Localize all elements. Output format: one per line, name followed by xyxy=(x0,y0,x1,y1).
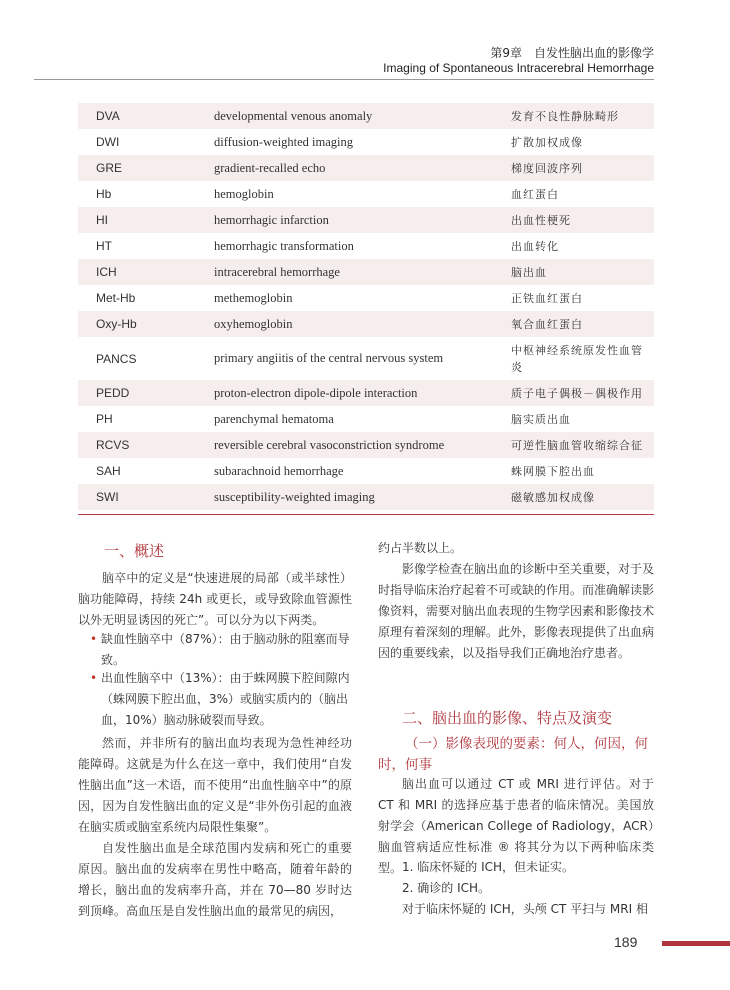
bullet-text: 缺血性脑卒中（87%）：由于脑动脉的阻塞而导致。 xyxy=(101,632,350,667)
chinese-term-cell: 氧合血红蛋白 xyxy=(493,311,654,337)
chinese-term-cell: 可逆性脑血管收缩综合征 xyxy=(493,432,654,458)
english-term-cell: susceptibility-weighted imaging xyxy=(196,484,493,510)
abbreviation-cell: SWI xyxy=(78,484,196,510)
abbreviation-cell: HI xyxy=(78,207,196,233)
table-row xyxy=(78,406,654,432)
english-term-cell: hemorrhagic transformation xyxy=(214,238,354,253)
abbreviation-cell: Oxy-Hb xyxy=(78,311,196,337)
abbreviation-cell: SAH xyxy=(96,464,121,478)
list-item: 2. 确诊的 ICH。 xyxy=(402,881,491,895)
chinese-term-cell: 扩散加权成像 xyxy=(511,135,583,149)
paragraph: 对于临床怀疑的 ICH，头颅 CT 平扫与 MRI 相 xyxy=(402,902,648,916)
table-bottom-rule xyxy=(78,514,654,515)
chinese-term-cell: 质子电子偶极－偶极作用 xyxy=(493,380,654,406)
chinese-term-cell: 中枢神经系统原发性血管炎 xyxy=(511,343,643,374)
chinese-term-cell: 血红蛋白 xyxy=(511,187,559,201)
page-number: 189 xyxy=(614,934,638,950)
section-title-overview: 一、概述 xyxy=(104,542,165,560)
abbreviation-cell: GRE xyxy=(78,155,196,181)
english-term-cell: primary angiitis of the central nervous system xyxy=(214,351,444,365)
english-term-cell: hemorrhagic infarction xyxy=(196,207,493,233)
abbreviation-cell: HT xyxy=(96,239,112,253)
table-row xyxy=(78,103,654,129)
table-row xyxy=(78,380,654,406)
table-row xyxy=(78,155,654,181)
chapter-title-en: Imaging of Spontaneous Intracerebral Hemorrhage xyxy=(383,61,654,75)
footer-accent-bar xyxy=(662,941,730,946)
table-row xyxy=(78,285,654,311)
chinese-term-cell: 梯度回波序列 xyxy=(493,155,654,181)
chinese-term-cell: 磁敏感加权成像 xyxy=(493,484,654,510)
english-term-cell: developmental venous anomaly xyxy=(196,103,493,129)
english-term-cell: reversible cerebral vasoconstriction syndrome xyxy=(196,432,493,458)
table-row xyxy=(78,432,654,458)
header-rule xyxy=(34,79,654,80)
english-term-cell: proton-electron dipole-dipole interaction xyxy=(196,380,493,406)
list-item xyxy=(90,629,352,671)
english-term-cell: diffusion-weighted imaging xyxy=(214,134,353,149)
english-term-cell: intracerebral hemorrhage xyxy=(196,259,493,285)
bullet-text: 出血性脑卒中（13%）：由于蛛网膜下腔间隙内（蛛网膜下腔出血，3%）或脑实质内的（脑出血，10%）脑动脉破裂而导致。 xyxy=(101,671,350,727)
english-term-cell: methemoglobin xyxy=(214,290,293,305)
chinese-term-cell: 蛛网膜下腔出血 xyxy=(511,464,595,478)
table-row xyxy=(78,181,654,207)
abbreviation-table xyxy=(78,103,654,510)
abbreviation-cell: ICH xyxy=(78,259,196,285)
table-row xyxy=(78,259,654,285)
abbreviation-cell: DVA xyxy=(78,103,196,129)
list-item xyxy=(90,668,352,731)
abbreviation-cell: PEDD xyxy=(78,380,196,406)
table-row xyxy=(78,129,654,155)
chinese-term-cell: 脑出血 xyxy=(493,259,654,285)
abbreviation-cell: PH xyxy=(96,412,113,426)
chapter-title-cn: 第9章 自发性脑出血的影像学 xyxy=(490,46,654,60)
english-term-cell: parenchymal hematoma xyxy=(214,411,334,426)
table-row xyxy=(78,484,654,510)
subsection-title: （一）影像表现的要素：何人，何因，何时，何事 xyxy=(378,736,648,773)
paragraph: 脑卒中的定义是“快速进展的局部（或半球性）脑功能障碍，持续 24h 或更长，或导致除血管源性以外无明显诱因的死亡”。可以分为以下两类。 xyxy=(78,571,352,627)
table-row xyxy=(78,337,654,380)
table-row xyxy=(78,311,654,337)
english-term-cell: subarachnoid hemorrhage xyxy=(214,463,344,478)
paragraph: 脑出血可以通过 CT 或 MRI 进行评估。对于 CT 和 MRI 的选择应基于患者的临床情况。美国放射学会（American College of Radiology，ACR）脑血管病适应性标准 ® 将其分为以下两种临床类型。 xyxy=(378,777,654,875)
bullet-icon: • xyxy=(90,632,98,646)
english-term-cell: gradient-recalled echo xyxy=(196,155,493,181)
chinese-term-cell: 发育不良性静脉畸形 xyxy=(493,103,654,129)
abbreviation-cell: Hb xyxy=(96,187,112,201)
section-title-imaging: 二、脑出血的影像、特点及演变 xyxy=(402,709,613,727)
chinese-term-cell: 脑实质出血 xyxy=(511,412,571,426)
table-row xyxy=(78,458,654,484)
chinese-term-cell: 出血转化 xyxy=(511,239,559,253)
list-item: 1. 临床怀疑的 ICH，但未证实。 xyxy=(402,860,575,874)
paragraph: 然而，并非所有的脑出血均表现为急性神经功能障碍。这就是为什么在这一章中，我们使用“自发性脑出血”这一术语，而不使用“出血性脑卒中”的原因，因为自发性脑出血的定义是“非外伤引起的血液在脑实质或脑室系统内局限性集聚”。 xyxy=(78,736,352,834)
english-term-cell: hemoglobin xyxy=(214,186,274,201)
abbreviation-cell: PANCS xyxy=(96,351,137,366)
bullet-icon: • xyxy=(90,671,98,685)
abbreviation-cell: RCVS xyxy=(78,432,196,458)
english-term-cell: oxyhemoglobin xyxy=(196,311,493,337)
abbreviation-cell: Met-Hb xyxy=(96,291,136,305)
paragraph: 影像学检查在脑出血的诊断中至关重要，对于及时指导临床治疗起着不可或缺的作用。而准确解读影像资料，需要对脑出血表现的生物学因素和影像技术原理有着深刻的理解。此外，影像表现提供了出血病因的重要线索，以及指导我们正确地治疗患者。 xyxy=(378,562,655,660)
chinese-term-cell: 出血性梗死 xyxy=(493,207,654,233)
chinese-term-cell: 正铁血红蛋白 xyxy=(511,291,583,305)
abbreviation-cell: DWI xyxy=(96,135,120,149)
table-row xyxy=(78,207,654,233)
table-row xyxy=(78,233,654,259)
paragraph: 自发性脑出血是全球范围内发病和死亡的重要原因。脑出血的发病率在男性中略高，随着年龄的增长，脑出血的发病率升高，并在 70—80 岁时达到顶峰。高血压是自发性脑出血的最常见的病因， xyxy=(78,841,352,918)
paragraph-continued: 约占半数以上。 xyxy=(378,541,463,555)
